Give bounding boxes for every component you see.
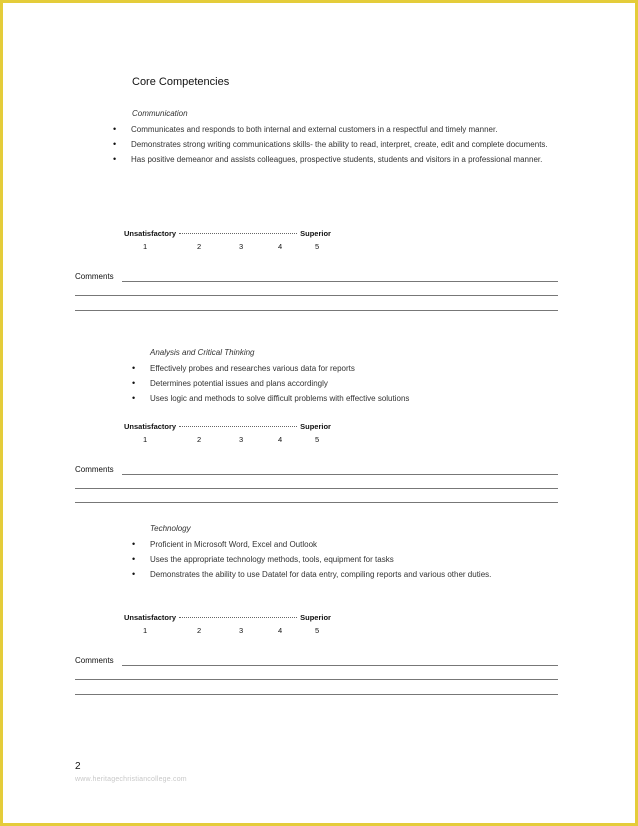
scale-high-label: Superior bbox=[300, 422, 331, 431]
rating-option-1[interactable]: 1 bbox=[143, 626, 148, 635]
rating-option-3[interactable]: 3 bbox=[239, 626, 244, 635]
rating-option-5[interactable]: 5 bbox=[315, 435, 320, 444]
rating-option-5[interactable]: 5 bbox=[315, 242, 320, 251]
comment-line[interactable] bbox=[75, 488, 558, 489]
comment-line[interactable] bbox=[75, 679, 558, 680]
comments-label: Comments bbox=[75, 465, 114, 474]
page-number: 2 bbox=[75, 761, 81, 772]
list-item: • Uses logic and methods to solve difficult problems with effective solutions bbox=[132, 391, 552, 406]
comment-line[interactable] bbox=[75, 502, 558, 503]
comment-line[interactable] bbox=[75, 295, 558, 296]
rating-scale-communication bbox=[124, 229, 331, 238]
scale-dotted-line bbox=[179, 233, 297, 234]
watermark-text: www.heritagechristiancollege.com bbox=[75, 776, 187, 783]
rating-scale-technology bbox=[124, 613, 331, 622]
list-item: • Has positive demeanor and assists colleagues, prospective students, students and visitors in a professional manner. bbox=[113, 152, 548, 167]
list-item: • Uses the appropriate technology methods, tools, equipment for tasks bbox=[132, 552, 552, 567]
scale-low-label: Unsatisfactory bbox=[124, 613, 177, 622]
technology-bullet-list bbox=[132, 537, 552, 582]
rating-option-2[interactable]: 2 bbox=[197, 435, 202, 444]
rating-option-4[interactable]: 4 bbox=[278, 626, 283, 635]
list-item: • Demonstrates the ability to use Datatel for data entry, compiling reports and various other duties. bbox=[132, 567, 552, 582]
comment-line[interactable] bbox=[122, 474, 558, 475]
scale-high-label: Superior bbox=[300, 229, 331, 238]
comment-line[interactable] bbox=[122, 281, 558, 282]
analysis-bullet-list bbox=[132, 361, 552, 406]
communication-bullet-list bbox=[113, 122, 548, 167]
section-heading-communication: Communication bbox=[132, 109, 188, 118]
list-item: • Effectively probes and researches various data for reports bbox=[132, 361, 552, 376]
comment-line[interactable] bbox=[75, 310, 558, 311]
list-item: • Demonstrates strong writing communications skills- the ability to read, interpret, create, edit and complete documents. bbox=[113, 137, 548, 152]
rating-option-2[interactable]: 2 bbox=[197, 242, 202, 251]
page-title: Core Competencies bbox=[132, 76, 230, 88]
scale-low-label: Unsatisfactory bbox=[124, 229, 177, 238]
list-item: • Communicates and responds to both internal and external customers in a respectful and timely manner. bbox=[113, 122, 548, 137]
comment-line[interactable] bbox=[75, 694, 558, 695]
comment-line[interactable] bbox=[122, 665, 558, 666]
scale-high-label: Superior bbox=[300, 613, 331, 622]
rating-option-5[interactable]: 5 bbox=[315, 626, 320, 635]
comments-label: Comments bbox=[75, 272, 114, 281]
scale-dotted-line bbox=[179, 617, 297, 618]
scale-low-label: Unsatisfactory bbox=[124, 422, 177, 431]
list-item: • Proficient in Microsoft Word, Excel and Outlook bbox=[132, 537, 552, 552]
rating-option-1[interactable]: 1 bbox=[143, 242, 148, 251]
rating-option-4[interactable]: 4 bbox=[278, 242, 283, 251]
scale-dotted-line bbox=[179, 426, 297, 427]
section-heading-analysis: Analysis and Critical Thinking bbox=[150, 348, 255, 357]
list-item: • Determines potential issues and plans accordingly bbox=[132, 376, 552, 391]
comments-label: Comments bbox=[75, 656, 114, 665]
rating-scale-analysis bbox=[124, 422, 331, 431]
section-heading-technology: Technology bbox=[150, 524, 191, 533]
rating-option-3[interactable]: 3 bbox=[239, 242, 244, 251]
rating-option-4[interactable]: 4 bbox=[278, 435, 283, 444]
rating-option-1[interactable]: 1 bbox=[143, 435, 148, 444]
rating-option-3[interactable]: 3 bbox=[239, 435, 244, 444]
rating-option-2[interactable]: 2 bbox=[197, 626, 202, 635]
